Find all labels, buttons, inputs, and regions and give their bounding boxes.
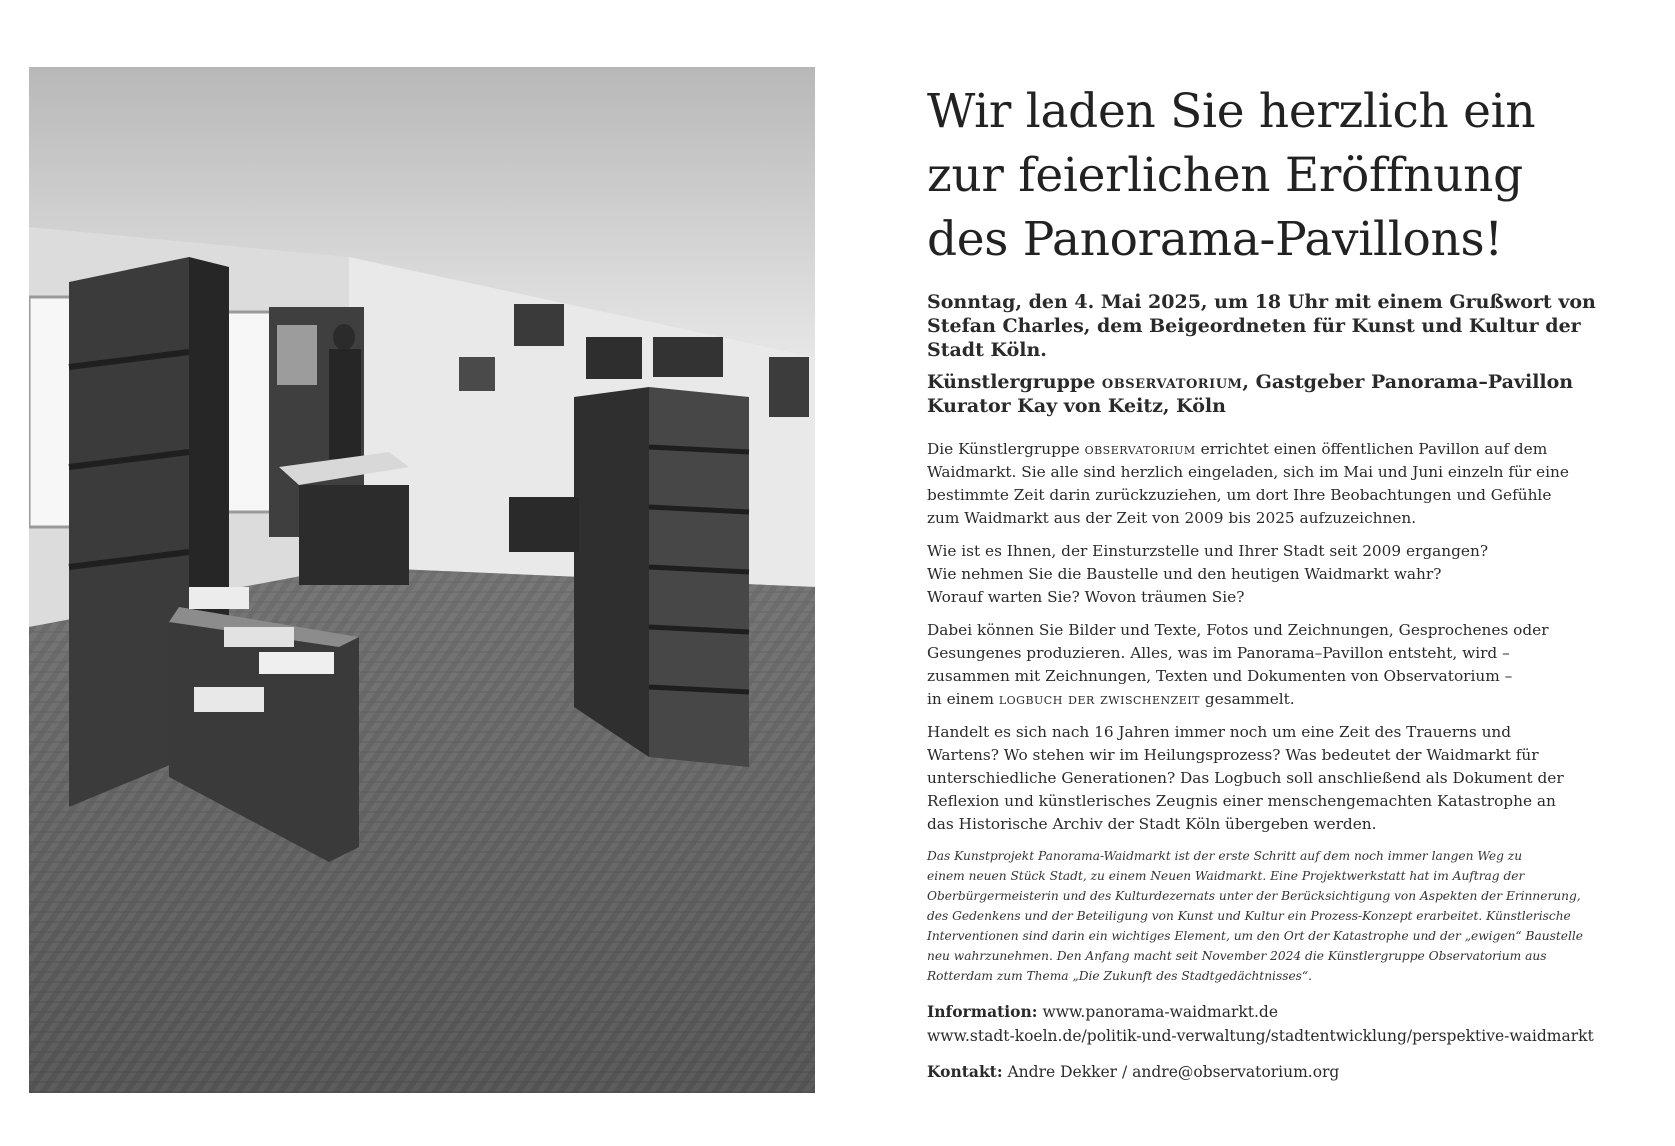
paragraph-3 [927,619,1627,711]
invitation-text [927,80,1627,1084]
paragraph-3-line-2: Gesungenes produzieren. Alles, was im Panorama–Pavillon entsteht, wird – [927,644,1510,662]
small-print-line: einem neuen Stück Stadt, zu einem Neuen Waidmarkt. Eine Projektwerkstatt hat im Auftrag der [927,869,1525,883]
p1-text-b: errichtet einen öffentlichen Pavillon auf dem [1195,440,1548,458]
contact-line [927,1060,1627,1084]
small-print-line: des Gedenkens und der Beteiligung von Kunst und Kultur ein Prozess-Konzept erarbeitet. Künstlerische [927,909,1571,923]
small-print-line: Das Kunstprojekt Panorama-Waidmarkt ist der erste Schritt auf dem noch immer langen Weg zu [927,849,1523,863]
paragraph-4-line-5: das Historische Archiv der Stadt Köln übergeben werden. [927,815,1377,833]
small-print-line: Interventionen sind darin ein wichtiges Element, um den Ort der Katastrophe und der „ewigen“ Baustelle [927,929,1583,943]
paragraph-3-line-4 [927,688,1627,711]
paragraph-4-line-3: unterschiedliche Generationen? Das Logbuch soll anschließend als Dokument der [927,769,1564,787]
headline [927,80,1627,272]
paragraph-1 [927,438,1627,530]
information-label: Information: [927,1002,1038,1021]
contact-label: Kontakt: [927,1062,1003,1081]
paragraph-1-line-0 [927,438,1627,461]
small-print-line: Rotterdam zum Thema „Die Zukunft des Stadtgedächtnisses“. [927,969,1313,983]
logbook-title: logbuch der zwischenzeit [998,690,1201,708]
event-date-line: Sonntag, den 4. Mai 2025, um 18 Uhr mit einem Grußwort von Stefan Charles, dem Beigeordneten für Kunst und Kultur der Stadt Köln. [927,291,1596,361]
contact-value[interactable]: Andre Dekker / andre@observatorium.org [1002,1063,1340,1081]
curator-line: Kurator Kay von Keitz, Köln [927,395,1226,417]
paragraph-4-line-4: Reflexion und künstlerisches Zeugnis einer menschengemachten Katastrophe an [927,792,1556,810]
paragraph-3-line-1: Dabei können Sie Bilder und Texte, Fotos und Zeichnungen, Gesprochenes oder [927,621,1549,639]
headline-line-1: Wir laden Sie herzlich ein [927,84,1536,139]
paragraph-3-line-3: zusammen mit Zeichnungen, Texten und Dokumenten von Observatorium – [927,667,1513,685]
p3-text-b: gesammelt. [1200,690,1295,708]
pavilion-interior-image [29,67,815,1093]
paragraph-2-line-2: Wie nehmen Sie die Baustelle und den heutigen Waidmarkt wahr? [927,565,1442,583]
information-url-2[interactable]: www.stadt-koeln.de/politik-und-verwaltung/stadtentwicklung/perspektive-waidmarkt [927,1027,1594,1045]
lead-section [927,290,1627,418]
exhibition-photo [29,67,815,1093]
paragraph-4-line-1: Handelt es sich nach 16 Jahren immer noch um eine Zeit des Trauerns und [927,723,1512,741]
host-prefix: Künstlergruppe [927,371,1102,393]
small-print [927,846,1627,986]
small-print-line: neu wahrzunehmen. Den Anfang macht seit November 2024 die Künstlergruppe Observatorium aus [927,949,1547,963]
headline-line-3: des Panorama-Pavillons! [927,212,1503,267]
p1-group-name: observatorium [1084,440,1196,458]
small-print-line: Oberbürgermeisterin und des Kulturdezernats unter der Berücksichtigung von Aspekten der Erinnerung, [927,889,1581,903]
paragraph-4-line-2: Wartens? Wo stehen wir im Heilungsprozess? Was bedeutet der Waidmarkt für [927,746,1539,764]
p1-text-a: Die Künstlergruppe [927,440,1085,458]
information-block [927,1000,1627,1048]
information-url-1[interactable]: www.panorama-waidmarkt.de [1037,1003,1279,1021]
paragraph-1-line-2: bestimmte Zeit darin zurückzuziehen, um dort Ihre Beobachtungen und Gefühle [927,486,1552,504]
paragraph-2-line-3: Worauf warten Sie? Wovon träumen Sie? [927,588,1245,606]
p3-text-a: in einem [927,690,999,708]
paragraph-2-line-1: Wie ist es Ihnen, der Einsturzstelle und Ihrer Stadt seit 2009 ergangen? [927,542,1489,560]
host-line [927,370,1627,394]
body-text [927,438,1627,836]
paragraph-1-line-1: Waidmarkt. Sie alle sind herzlich eingeladen, sich im Mai und Juni einzeln für eine [927,463,1569,481]
paragraph-2 [927,540,1627,609]
host-name: observatorium [1101,371,1243,393]
headline-line-2: zur feierlichen Eröffnung [927,148,1523,203]
paragraph-1-line-3: zum Waidmarkt aus der Zeit von 2009 bis 2025 aufzuzeichnen. [927,509,1417,527]
host-suffix: , Gastgeber Panorama–Pavillon [1242,371,1574,393]
information-line-1 [927,1000,1627,1024]
paragraph-4 [927,721,1627,836]
